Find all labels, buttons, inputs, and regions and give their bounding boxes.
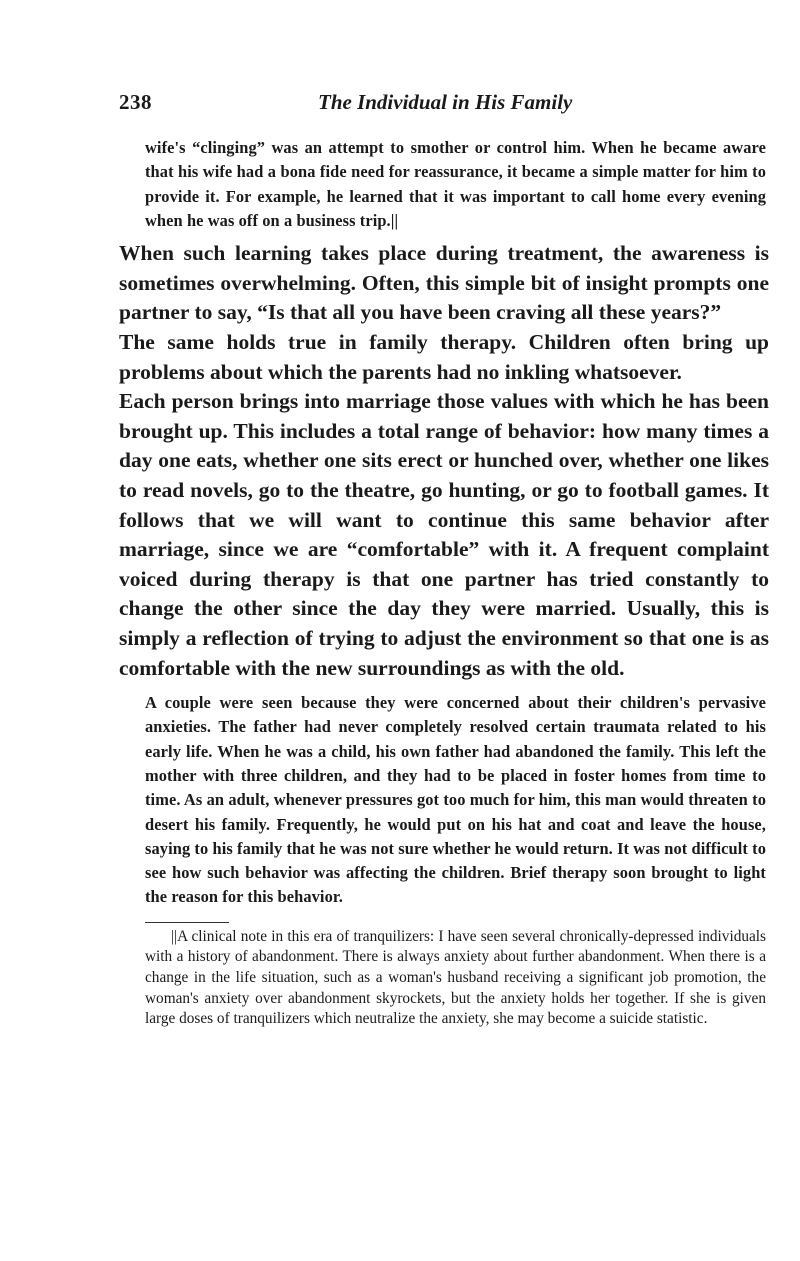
footnote-divider — [145, 922, 229, 923]
footnote: ||A clinical note in this era of tranquilizers: I have seen several chronically-depressed individuals with a history of abandonment. There is always anxiety about further abandonment. When there is a change in the life situation, such as a woman's husband receiving a significant job promotion, the woman's anxiety over abandonment skyrockets, but the anxiety holds her together. If she is given large doses of tranquilizers which neutralize the anxiety, she may become a suicide statistic. — [145, 927, 766, 1028]
page-number: 238 — [119, 90, 152, 114]
running-head — [119, 88, 769, 128]
case-extract-abandonment: A couple were seen because they were concerned about their children's pervasive anxieties. The father had never completely resolved certain traumata related to his early life. When he was a child, his own father had abandoned the family. This left the mother with three children, and they had to be placed in foster homes from time to time. As an adult, whenever pressures got too much for him, this man would threaten to desert his family. Frequently, he would put on his hat and coat and leave the house, saying to his family that he was not sure whether he would return. It was not difficult to see how such behavior was affecting the children. Brief therapy soon brought to light the reason for this behavior. — [145, 693, 766, 907]
paragraph-values: Each person brings into marriage those values with which he has been brought up. This includes a total range of behavior: how many times a day one eats, whether one sits erect or hunched over, whether one likes to read novels, go to the theatre, go hunting, or go to football games. It follows that we will want to continue this same behavior after marriage, since we are “comfortable” with it. A frequent complaint voiced during therapy is that one partner has tried constantly to change the other since the day they were married. Usually, this is simply a reflection of trying to adjust the environment so that one is as comfortable with the new surroundings as with the old. — [119, 389, 769, 680]
case-extract-continued: wife's “clinging” was an attempt to smother or control him. When he became aware that his wife had a bona fide need for reassurance, it became a simple matter for him to provide it. For example, he learned that it was important to call home every evening when he was off on a business trip.|| — [145, 138, 766, 230]
running-title: The Individual in His Family — [318, 90, 573, 114]
book-page — [119, 88, 769, 1030]
paragraph-awareness: When such learning takes place during treatment, the awareness is sometimes overwhelming. Often, this simple bit of insight prompts one partner to say, “Is that all you have been craving all these years?” — [119, 241, 769, 325]
paragraph-family-therapy: The same holds true in family therapy. Children often bring up problems about which the parents had no inkling whatsoever. — [119, 329, 769, 384]
